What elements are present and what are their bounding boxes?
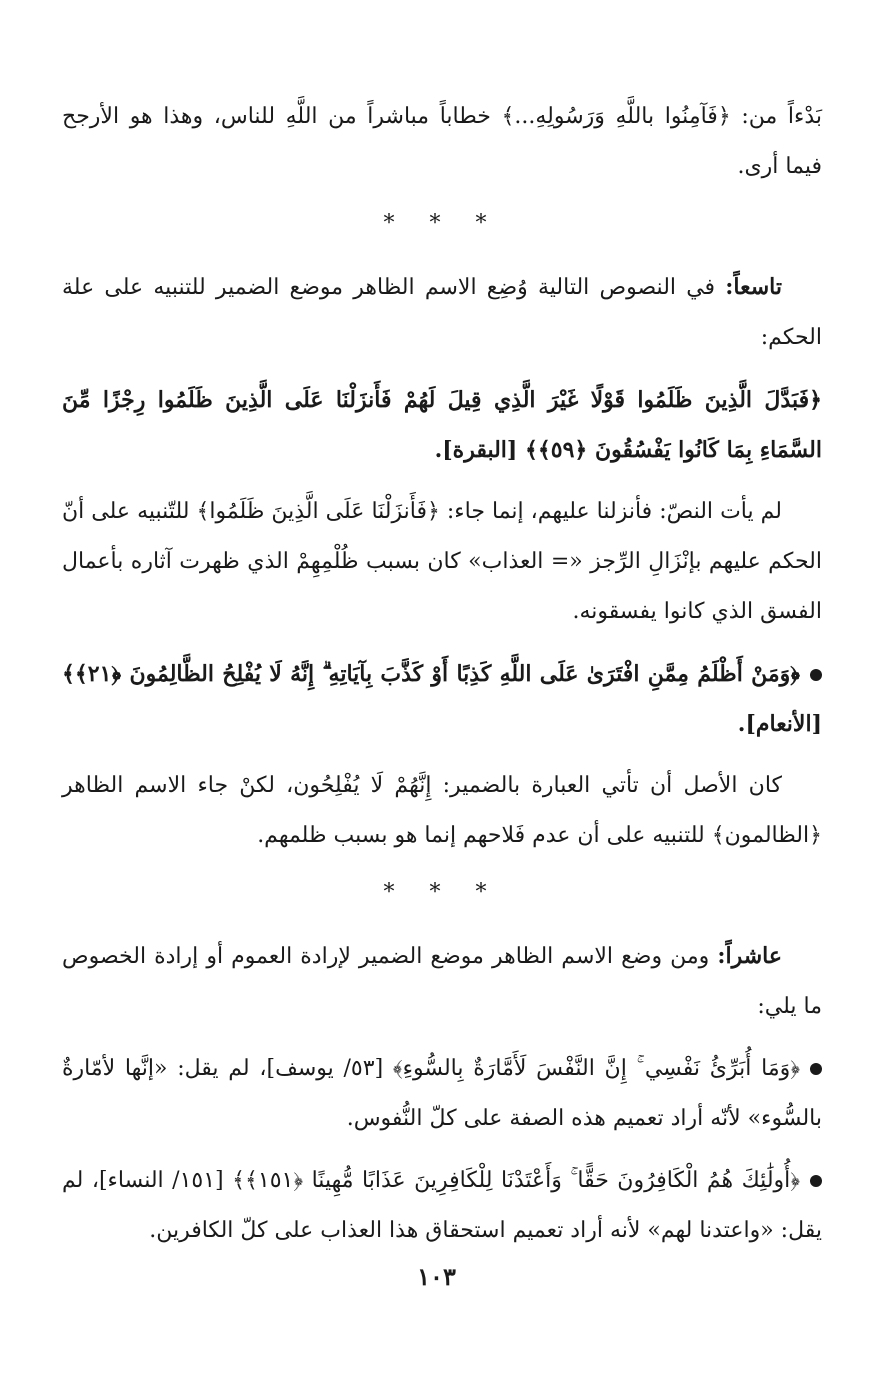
- quran-verse-anam-text: ﴿وَمَنْ أَظْلَمُ مِمَّنِ افْتَرَىٰ عَلَى اللَّهِ كَذِبًا أَوْ كَذَّبَ بِآيَاتِهِ ۗ إِنَّهُ لَا يُفْلِحُ الظَّالِمُونَ ﴿٢١﴾﴾ [الأنعام].: [62, 661, 822, 737]
- paragraph-ninth: [62, 262, 822, 363]
- paragraph-explanation-2: كان الأصل أن تأتي العبارة بالضمير: إِنَّهُمْ لَا يُفْلِحُون، لكنْ جاء الاسم الظاهر ﴿الظالمون﴾ للتنبيه على أن عدم فَلاحهم إنما هو بسبب ظلمهم.: [62, 773, 822, 848]
- paragraph-intro: بَدْءاً من: ﴿فَآمِنُوا باللَّهِ وَرَسُولِهِ...﴾ خطاباً مباشراً من اللَّهِ للناس، وهذا هو الأرجح فيما أرى.: [62, 104, 822, 179]
- section-text-ninth: في النصوص التالية وُضِع الاسم الظاهر موضع الضمير للتنبيه على علة الحكم:: [62, 275, 822, 350]
- bullet-item-yusuf: [62, 1044, 822, 1144]
- quran-verse-anam: [62, 649, 822, 749]
- paragraph-tenth: [62, 931, 822, 1032]
- bullet-item-yusuf-text: ﴿وَمَا أُبَرِّئُ نَفْسِي ۚ إِنَّ النَّفْسَ لَأَمَّارَةٌ بِالسُّوءِ﴾ [٥٣/ يوسف]، لم يقل: «إنَّها لأمّارةٌ بالسُّوء» لأنّه أراد تعميم هذه الصفة على كلّ النُّفوس.: [62, 1056, 822, 1131]
- section-divider: * * *: [383, 211, 501, 236]
- section-heading-tenth: عاشراً:: [717, 943, 782, 969]
- bullet-icon: [810, 1063, 822, 1075]
- paragraph-explanation-1: لم يأت النصّ: فأنزلنا عليهم، إنما جاء: ﴿فَأَنزَلْنَا عَلَى الَّذِينَ ظَلَمُوا﴾ للتّنبيه على أنّ الحكم عليهم بإنْزَالِ الرِّجز «= العذاب» كان بسبب ظُلْمِهِمْ الذي ظهرت آثاره بأعمال الفسق الذي كانوا يفسقونه.: [62, 499, 822, 624]
- section-heading-ninth: تاسعاً:: [725, 274, 782, 300]
- bullet-icon: [810, 669, 822, 681]
- page-number: ١٠٣: [417, 1262, 456, 1291]
- bullet-item-nisa: [62, 1156, 822, 1256]
- quran-verse-baqara: ﴿فَبَدَّلَ الَّذِينَ ظَلَمُوا قَوْلًا غَيْرَ الَّذِي قِيلَ لَهُمْ فَأَنزَلْنَا عَلَى الَّذِينَ ظَلَمُوا رِجْزًا مِّنَ السَّمَاءِ بِمَا كَانُوا يَفْسُقُونَ ﴿٥٩﴾﴾ [البقرة].: [62, 387, 822, 463]
- bullet-icon: [810, 1175, 822, 1187]
- page-body: [62, 92, 822, 1268]
- bullet-item-nisa-text: ﴿أُولَٰئِكَ هُمُ الْكَافِرُونَ حَقًّا ۚ وَأَعْتَدْنَا لِلْكَافِرِينَ عَذَابًا مُّهِينًا ﴿١٥١﴾﴾ [١٥١/ النساء]، لم يقل: «واعتدنا لهم» لأنه أراد تعميم استحقاق هذا العذاب على كلّ الكافرين.: [62, 1168, 822, 1243]
- section-divider-2: * * *: [383, 880, 501, 905]
- section-text-tenth: ومن وضع الاسم الظاهر موضع الضمير لإرادة العموم أو إرادة الخصوص ما يلي:: [62, 944, 822, 1019]
